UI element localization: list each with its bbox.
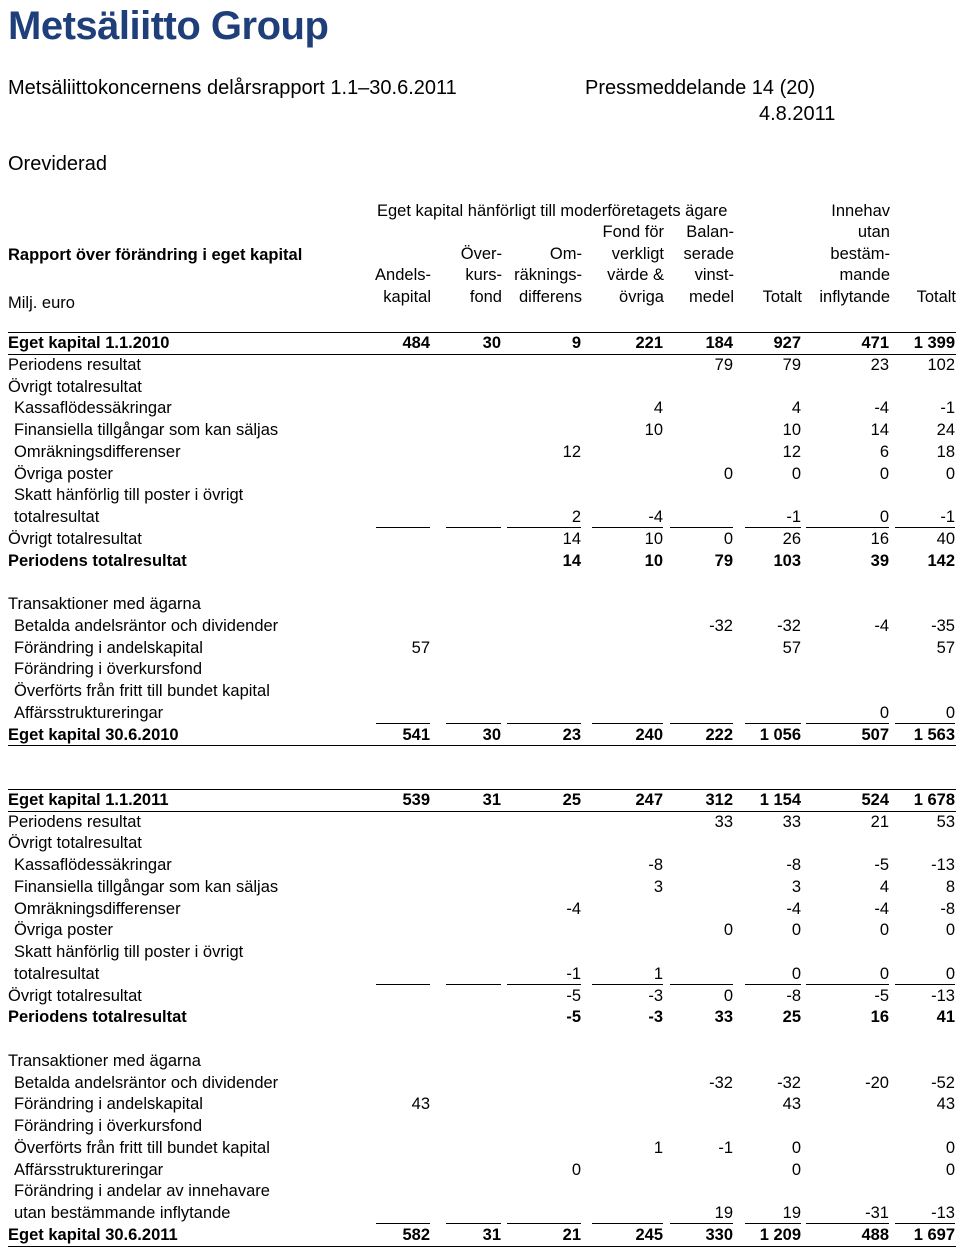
cell-value: 19 — [714, 1204, 733, 1222]
subtotal-rule — [806, 1223, 889, 1224]
cell-value: 0 — [791, 964, 801, 983]
column-header: Fond för — [602, 223, 664, 241]
cell-value: -32 — [777, 1073, 801, 1092]
cell-value: 57 — [411, 638, 430, 657]
cell-value: 19 — [782, 1204, 801, 1222]
cell-value: 16 — [870, 529, 889, 548]
cell-value: -1 — [940, 508, 955, 526]
subtotal-rule — [507, 723, 581, 724]
subtotal-rule — [376, 723, 430, 724]
subtotal-rule — [592, 984, 663, 985]
cell-value: 16 — [870, 1008, 889, 1027]
row-label: Kassaflödessäkringar — [14, 399, 172, 418]
cell-value: -5 — [566, 1008, 581, 1027]
cell-value: 0 — [945, 464, 955, 483]
cell-value: -13 — [931, 856, 955, 874]
row-label: Förändring i överkursfond — [14, 660, 203, 679]
subtotal-rule — [670, 984, 733, 985]
subtotal-rule — [670, 723, 733, 724]
cell-value: 1 209 — [759, 1225, 801, 1244]
column-header: kapital — [383, 287, 431, 306]
cell-value: -32 — [709, 1073, 733, 1092]
cell-value: 40 — [936, 529, 955, 548]
total-row-label: Eget kapital 1.1.2011 — [8, 790, 169, 809]
cell-value: 0 — [791, 464, 801, 483]
cell-value: 0 — [879, 964, 889, 983]
cell-value: 0 — [945, 964, 955, 983]
cell-value: 25 — [782, 1008, 801, 1027]
report-title: Metsäliittokoncernens delårsrapport 1.1–30.6.2011 — [8, 77, 457, 99]
column-header: kurs- — [465, 266, 502, 284]
row-label: totalresultat — [14, 964, 100, 983]
cell-value: 4 — [653, 399, 663, 418]
row-label: Skatt hänförlig till poster i övrigt — [14, 486, 244, 505]
cell-value: 330 — [705, 1225, 733, 1244]
cell-value: 0 — [723, 529, 733, 548]
row-label: totalresultat — [14, 508, 100, 526]
cell-value: 57 — [782, 638, 801, 657]
row-label: Omräkningsdifferenser — [14, 442, 181, 461]
cell-value: 0 — [879, 921, 889, 940]
cell-value: 0 — [571, 1160, 581, 1179]
row-label: Övrigt totalresultat — [8, 377, 142, 396]
row-label: Betalda andelsräntor och dividender — [14, 616, 279, 635]
column-header: medel — [689, 287, 734, 306]
cell-value: 1 056 — [759, 725, 801, 744]
cell-value: -5 — [874, 856, 889, 874]
subtotal-rule — [376, 984, 430, 985]
cell-value: 43 — [936, 1095, 955, 1114]
row-label: Kassaflödessäkringar — [14, 856, 172, 874]
row-label: Periodens resultat — [8, 355, 141, 374]
row-rule — [8, 1246, 956, 1247]
row-label: Överförts från fritt till bundet kapital — [14, 682, 270, 700]
row-label: Övriga poster — [14, 464, 114, 483]
cell-value: 10 — [644, 529, 663, 548]
cell-value: 0 — [723, 986, 733, 1005]
cell-value: 41 — [936, 1008, 955, 1027]
row-label: Omräkningsdifferenser — [14, 899, 181, 918]
cell-value: 484 — [402, 334, 430, 352]
row-label: Övrigt totalresultat — [8, 834, 142, 853]
cell-value: 0 — [791, 1138, 801, 1157]
cell-value: 33 — [714, 812, 733, 831]
cell-value: 1 697 — [913, 1225, 955, 1244]
cell-value: 184 — [705, 334, 733, 352]
cell-value: 21 — [870, 812, 889, 831]
cell-value: 26 — [782, 529, 801, 548]
cell-value: -8 — [940, 899, 955, 918]
cell-value: 2 — [571, 508, 581, 526]
company-logo: Metsäliitto Group — [8, 4, 329, 48]
cell-value: -1 — [786, 508, 801, 526]
row-label: Överförts från fritt till bundet kapital — [14, 1138, 270, 1157]
subtotal-rule — [592, 527, 663, 528]
cell-value: -4 — [786, 899, 801, 918]
cell-value: 10 — [644, 551, 663, 570]
column-header: Innehav — [831, 201, 890, 220]
cell-value: 24 — [936, 421, 955, 439]
subtotal-rule — [446, 984, 501, 985]
subtotal-rule — [507, 984, 581, 985]
cell-value: 539 — [402, 790, 430, 809]
subtotal-rule — [806, 984, 889, 985]
cell-value: -4 — [566, 899, 581, 918]
subtotal-rule — [745, 984, 801, 985]
subtotal-rule — [745, 527, 801, 528]
cell-value: 30 — [482, 334, 501, 352]
cell-value: -3 — [648, 1008, 663, 1027]
cell-value: 0 — [945, 1138, 955, 1157]
cell-value: -1 — [566, 964, 581, 983]
cell-value: 53 — [936, 812, 955, 831]
cell-value: -8 — [786, 856, 801, 874]
cell-value: 488 — [861, 1225, 889, 1244]
cell-value: 33 — [782, 812, 801, 831]
column-header: Balan- — [686, 223, 734, 241]
row-label: Finansiella tillgångar som kan säljas — [14, 877, 279, 896]
cell-value: 312 — [705, 790, 733, 809]
row-label: Förändring i överkursfond — [14, 1117, 203, 1135]
cell-value: 1 154 — [759, 790, 801, 809]
cell-value: 0 — [791, 921, 801, 940]
row-label: Betalda andelsräntor och dividender — [14, 1073, 279, 1092]
subtotal-rule — [745, 723, 801, 724]
total-row-label: Eget kapital 30.6.2011 — [8, 1225, 178, 1244]
table-title: Rapport över förändring i eget kapital — [8, 246, 303, 264]
subtotal-rule — [446, 527, 501, 528]
cell-value: -32 — [709, 616, 733, 635]
cell-value: 14 — [870, 421, 889, 439]
row-label: Övrigt totalresultat — [8, 986, 142, 1005]
cell-value: 0 — [723, 464, 733, 483]
cell-value: 57 — [936, 638, 955, 657]
cell-value: 4 — [791, 399, 801, 418]
row-label: Transaktioner med ägarna — [8, 595, 201, 613]
press-release-label: Pressmeddelande 14 (20) — [585, 77, 816, 99]
column-header: fond — [469, 287, 502, 306]
cell-value: 471 — [861, 334, 889, 352]
subtotal-rule — [670, 527, 733, 528]
cell-value: 3 — [791, 877, 801, 896]
cell-value: 8 — [945, 877, 955, 896]
subtotal-rule — [806, 723, 889, 724]
cell-value: 79 — [714, 551, 733, 570]
subtotal-rule — [895, 1223, 955, 1224]
subtotal-rule — [446, 1223, 501, 1224]
subtotal-rule — [592, 1223, 663, 1224]
cell-value: -8 — [648, 856, 663, 874]
cell-value: 0 — [879, 464, 889, 483]
row-label: Transaktioner med ägarna — [8, 1051, 201, 1070]
cell-value: 1 399 — [913, 334, 955, 352]
total-row-label: Periodens totalresultat — [8, 551, 187, 570]
column-header: Totalt — [916, 287, 956, 306]
cell-value: -32 — [777, 616, 801, 635]
cell-value: 247 — [635, 790, 663, 809]
cell-value: -5 — [566, 986, 581, 1005]
cell-value: -4 — [648, 508, 663, 526]
column-header: verkligt — [611, 244, 664, 263]
cell-value: 14 — [562, 529, 581, 548]
column-header: värde & — [607, 266, 664, 284]
column-header: differens — [519, 287, 582, 306]
cell-value: -31 — [865, 1204, 889, 1222]
cell-value: 79 — [714, 355, 733, 374]
subtotal-rule — [806, 527, 889, 528]
column-header: inflytande — [819, 287, 890, 306]
cell-value: 927 — [773, 334, 801, 352]
cell-value: 12 — [562, 442, 581, 461]
cell-value: 582 — [402, 1225, 430, 1244]
subtotal-rule — [592, 723, 663, 724]
unit-label: Milj. euro — [8, 294, 75, 312]
total-row-label: Periodens totalresultat — [8, 1008, 187, 1027]
cell-value: 1 678 — [913, 790, 955, 809]
row-rule — [8, 745, 956, 746]
row-label: Förändring i andelskapital — [14, 1095, 203, 1114]
subtotal-rule — [446, 723, 501, 724]
cell-value: 23 — [870, 355, 889, 374]
cell-value: 1 — [653, 1138, 663, 1157]
column-header: övriga — [619, 287, 664, 306]
cell-value: 103 — [773, 551, 801, 570]
cell-value: -8 — [786, 986, 801, 1005]
cell-value: 524 — [861, 790, 889, 809]
cell-value: 0 — [945, 1160, 955, 1179]
row-label: utan bestämmande inflytande — [14, 1204, 231, 1222]
subtotal-rule — [376, 527, 430, 528]
row-label: Affärsstruktureringar — [14, 703, 164, 722]
cell-value: 43 — [411, 1095, 430, 1114]
column-header: bestäm- — [830, 244, 890, 263]
total-row-label: Eget kapital 1.1.2010 — [8, 334, 170, 352]
column-header: Andels- — [375, 266, 431, 284]
cell-value: 1 — [653, 964, 663, 983]
cell-value: 21 — [562, 1225, 581, 1244]
column-header: mande — [839, 266, 890, 284]
cell-value: 25 — [562, 790, 581, 809]
cell-value: 0 — [945, 703, 955, 722]
cell-value: 0 — [945, 921, 955, 940]
subtotal-rule — [670, 1223, 733, 1224]
cell-value: 0 — [879, 508, 889, 526]
cell-value: -1 — [718, 1138, 733, 1157]
column-header: Om- — [549, 244, 582, 263]
cell-value: 31 — [482, 790, 501, 809]
cell-value: 12 — [782, 442, 801, 461]
cell-value: 1 563 — [913, 725, 955, 744]
release-date: 4.8.2011 — [759, 103, 836, 125]
cell-value: 43 — [782, 1095, 801, 1114]
cell-value: 240 — [635, 725, 663, 744]
row-label: Övriga poster — [14, 921, 114, 940]
row-label: Förändring i andelskapital — [14, 638, 203, 657]
cell-value: 3 — [653, 877, 663, 896]
column-header: utan — [857, 223, 890, 241]
cell-value: 222 — [705, 725, 733, 744]
cell-value: 6 — [879, 442, 889, 461]
cell-value: 14 — [562, 551, 581, 570]
subtotal-rule — [895, 527, 955, 528]
cell-value: -20 — [865, 1073, 889, 1092]
row-label: Finansiella tillgångar som kan säljas — [14, 421, 279, 439]
total-row-label: Eget kapital 30.6.2010 — [8, 725, 179, 744]
column-header: räknings- — [514, 266, 582, 284]
cell-value: 23 — [562, 725, 581, 744]
column-header: Över- — [460, 244, 502, 263]
cell-value: -13 — [931, 986, 955, 1005]
column-header: Totalt — [762, 287, 802, 306]
cell-value: 0 — [791, 1160, 801, 1179]
cell-value: 31 — [482, 1225, 501, 1244]
cell-value: -35 — [931, 616, 955, 635]
cell-value: 0 — [879, 703, 889, 722]
cell-value: -5 — [874, 986, 889, 1005]
cell-value: 39 — [870, 551, 889, 570]
cell-value: 221 — [635, 334, 663, 352]
subtotal-rule — [507, 527, 581, 528]
group-header: Eget kapital hänförligt till moderföretagets ägare — [377, 202, 728, 220]
column-header: serade — [683, 244, 734, 263]
subtotal-rule — [745, 1223, 801, 1224]
cell-value: 79 — [782, 355, 801, 374]
cell-value: 18 — [936, 442, 955, 461]
row-label: Övrigt totalresultat — [8, 529, 142, 548]
cell-value: -3 — [648, 986, 663, 1005]
cell-value: 9 — [571, 334, 581, 352]
cell-value: 507 — [861, 725, 889, 744]
subtotal-rule — [895, 723, 955, 724]
cell-value: -4 — [874, 616, 889, 635]
row-label: Periodens resultat — [8, 812, 141, 831]
cell-value: 33 — [714, 1008, 733, 1027]
subtotal-rule — [507, 1223, 581, 1224]
cell-value: 4 — [879, 877, 889, 896]
cell-value: 102 — [927, 355, 955, 374]
cell-value: -13 — [931, 1204, 955, 1222]
cell-value: 30 — [482, 725, 501, 744]
row-label: Affärsstruktureringar — [14, 1160, 164, 1179]
cell-value: 0 — [723, 921, 733, 940]
column-header: vinst- — [694, 266, 734, 284]
row-label: Skatt hänförlig till poster i övrigt — [14, 943, 244, 961]
cell-value: 10 — [782, 421, 801, 439]
cell-value: 245 — [635, 1225, 663, 1244]
cell-value: -4 — [874, 899, 889, 918]
subtotal-rule — [895, 984, 955, 985]
audit-status: Oreviderad — [8, 153, 107, 175]
cell-value: 10 — [644, 421, 663, 439]
row-label: Förändring i andelar av innehavare — [14, 1182, 270, 1201]
cell-value: 541 — [402, 725, 430, 744]
cell-value: -1 — [940, 399, 955, 418]
cell-value: -52 — [931, 1073, 955, 1092]
subtotal-rule — [376, 1223, 430, 1224]
cell-value: -4 — [874, 399, 889, 418]
cell-value: 142 — [927, 551, 955, 570]
